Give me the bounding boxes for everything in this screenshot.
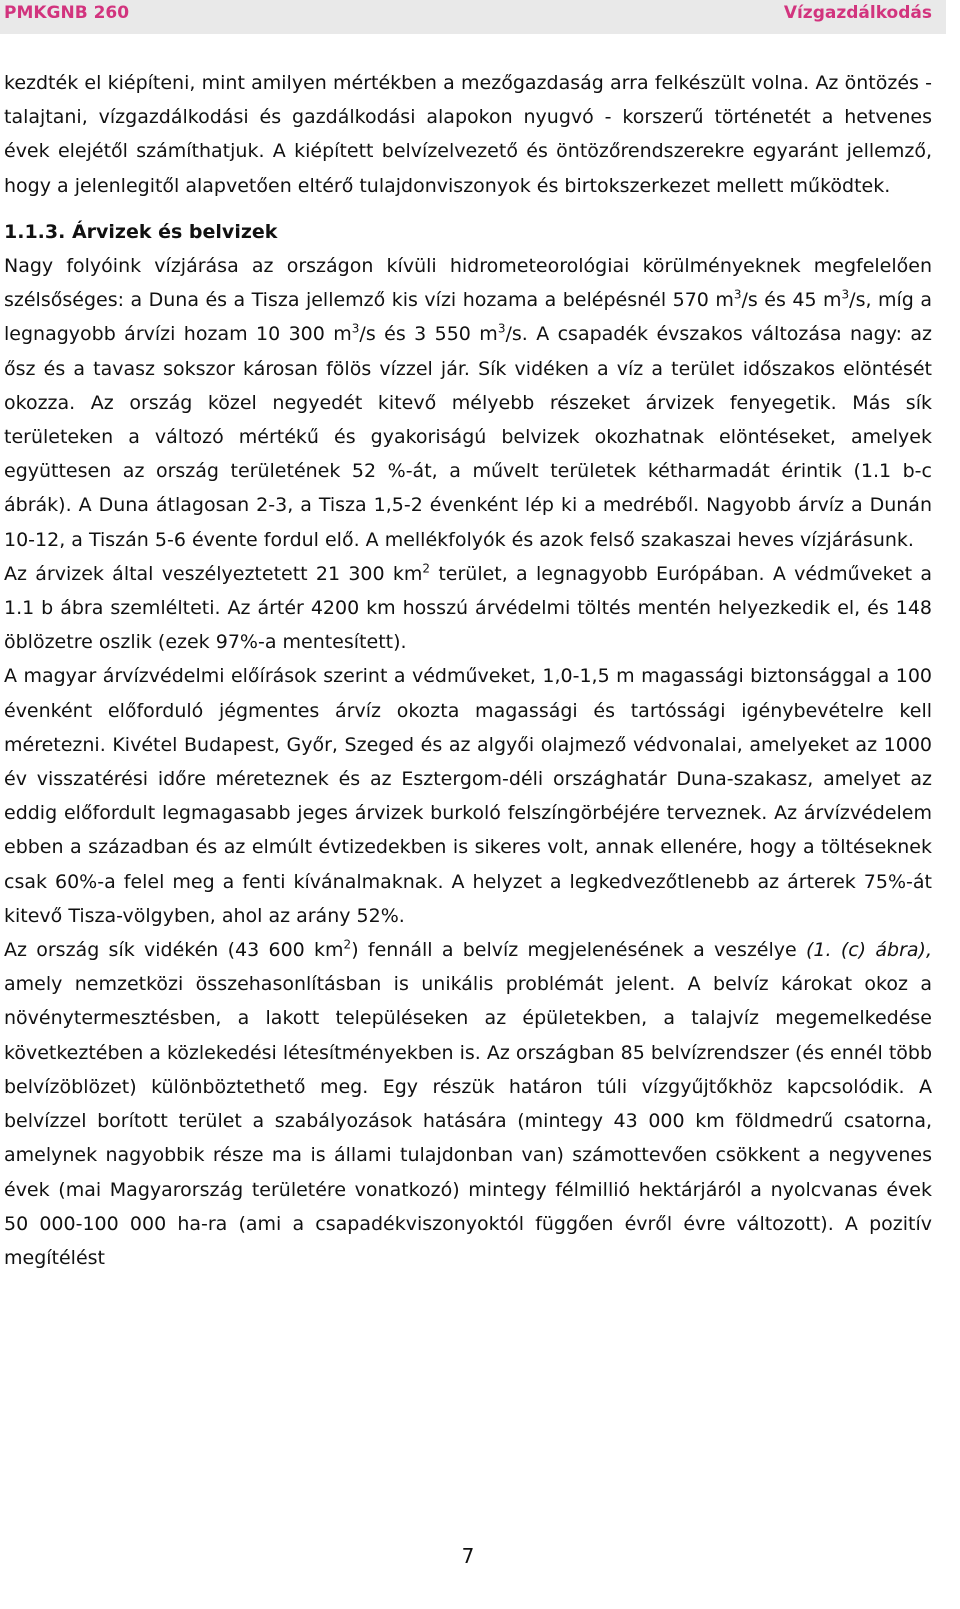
paragraph-inland-water <box>4 933 932 1275</box>
header-course-code: PMKGNB 260 <box>4 3 130 23</box>
paragraph-flood-area <box>4 557 932 660</box>
text-run: Az árvizek által veszélyeztetett 21 300 km <box>4 562 423 585</box>
superscript: 3 <box>733 287 742 302</box>
superscript: 3 <box>841 287 850 302</box>
text-run: /s és 45 m <box>741 289 842 312</box>
paragraph-flood-regulations: A magyar árvízvédelmi előírások szerint a védműveket, 1,0-1,5 m magassági biztonsággal a 100 évenként előforduló jégmentes árvíz okozta magassági és tartóssági igénybevételre kell méretezni. Kivétel Budapest, Győr, Szeged és az algyői olajmező védvonalai, amelyeket az 1000 év visszatérési időre méreteznek és az Esztergom-déli országhatár Duna-szakasz, amelyet az eddig előfordult legmagasabb jeges árvizek burkoló felszíngörbéjére terveznek. Az árvízvédelem ebben a században és az elmúlt évtizedekben is sikeres volt, annak ellenére, hogy a töltéseknek csak 60%-a felel meg a fenti kívánalmaknak. A helyzet a legkedvezőtlenebb az árterek 75%-át kitevő Tisza-völgyben, ahol az arány 52%. <box>4 665 932 927</box>
text-run: /s, míg a legnagyobb árvízi hozam 10 300 m <box>4 289 932 346</box>
paragraph-river-regime <box>4 249 932 557</box>
superscript: 2 <box>422 561 431 576</box>
section-heading <box>4 215 932 249</box>
section-number: 1.1.3. <box>4 220 66 243</box>
header-subject-title: Vízgazdálkodás <box>783 3 932 23</box>
text-run: Az ország sík vidékén (43 600 km <box>4 939 344 962</box>
text-run: amely nemzetközi összehasonlításban is unikális problémát jelent. A belvíz károkat okoz a növénytermesztésben, a lakott településeken az épületekben, a talajvíz megemelkedése következtében a közlekedési létesítményekben is. Az országban 85 belvízrendszer (és ennél több belvízöblözet) különböztethető meg. Egy részük határon túli vízgyűjtőkhöz kapcsolódik. A belvízzel borított terület a szabályozások hatására (mintegy 43 000 km földmedrű csatorna, amelynek nagyobbik része ma is állami tulajdonban van) számottevően csökkent a negyvenes évek (mai Magyarország területére vonatkozó) mintegy félmillió hektárjáról a nyolcvanas évek 50 000-100 000 ha-ra (ami a csapadékviszonyoktól függően évről évre változott). A pozitív megítélést <box>4 973 933 1269</box>
text-run: /s és 3 550 m <box>359 323 498 346</box>
text-run: terület, a legnagyobb Európában. A védműveket a 1.1 b ábra szemlélteti. Az ártér 4200 km hosszú árvédelmi töltés mentén helyezkedik el, és 148 öblözetre oszlik (ezek 97%-a mentesített). <box>4 562 932 654</box>
page-number: 7 <box>461 1544 475 1568</box>
figure-reference: (1. (c) ábra), <box>806 939 932 962</box>
text-run: ) fennáll a belvíz megjelenésének a veszélye <box>351 939 806 962</box>
superscript: 3 <box>497 322 506 337</box>
text-run: /s. A csapadék évszakos változása nagy: az ősz és a tavasz sokszor károsan fölös vízzel jár. Sík vidéken a víz a terület időszakos elöntését okozza. Az ország közel negyedét kitevő mélyebb részeket árvizek fenyegetik. Más sík területeken a változó mértékű és gyakoriságú belvizek okozhatnak elöntéseket, amelyek együttesen az ország területének 52 %-át, a művelt területek kétharmadát érintik (1.1 b-c ábrák). A Duna átlagosan 2-3, a Tisza 1,5-2 évenként lép ki a medréből. Nagyobb árvíz a Dunán 10-12, a Tiszán 5-6 évente fordul elő. A mellékfolyók és azok felső szakaszai heves vízjárásunk. <box>4 323 933 551</box>
superscript: 3 <box>351 322 360 337</box>
page-header <box>0 0 946 34</box>
intro-paragraph: kezdték el kiépíteni, mint amilyen mértékben a mezőgazdaság arra felkészült volna. Az öntözés - talajtani, vízgazdálkodási és gazdálkodási alapokon nyugvó - korszerű történetét a hetvenes évek elejétől számíthatjuk. A kiépített belvízelvezető és öntözőrendszerekre egyaránt jellemző, hogy a jelenlegitől alapvetően eltérő tulajdonviszonyok és birtokszerkezet mellett működtek. <box>4 72 932 197</box>
document-body <box>4 66 932 1275</box>
section-title: Árvizek és belvizek <box>71 220 278 243</box>
text-run: Nagy folyóink vízjárása az országon kívüli hidrometeorológiai körülményeknek megfelelően szélsőséges: a Duna és a Tisza jellemző kis vízi hozama a belépésnél 570 m <box>4 255 932 312</box>
superscript: 2 <box>343 937 352 952</box>
